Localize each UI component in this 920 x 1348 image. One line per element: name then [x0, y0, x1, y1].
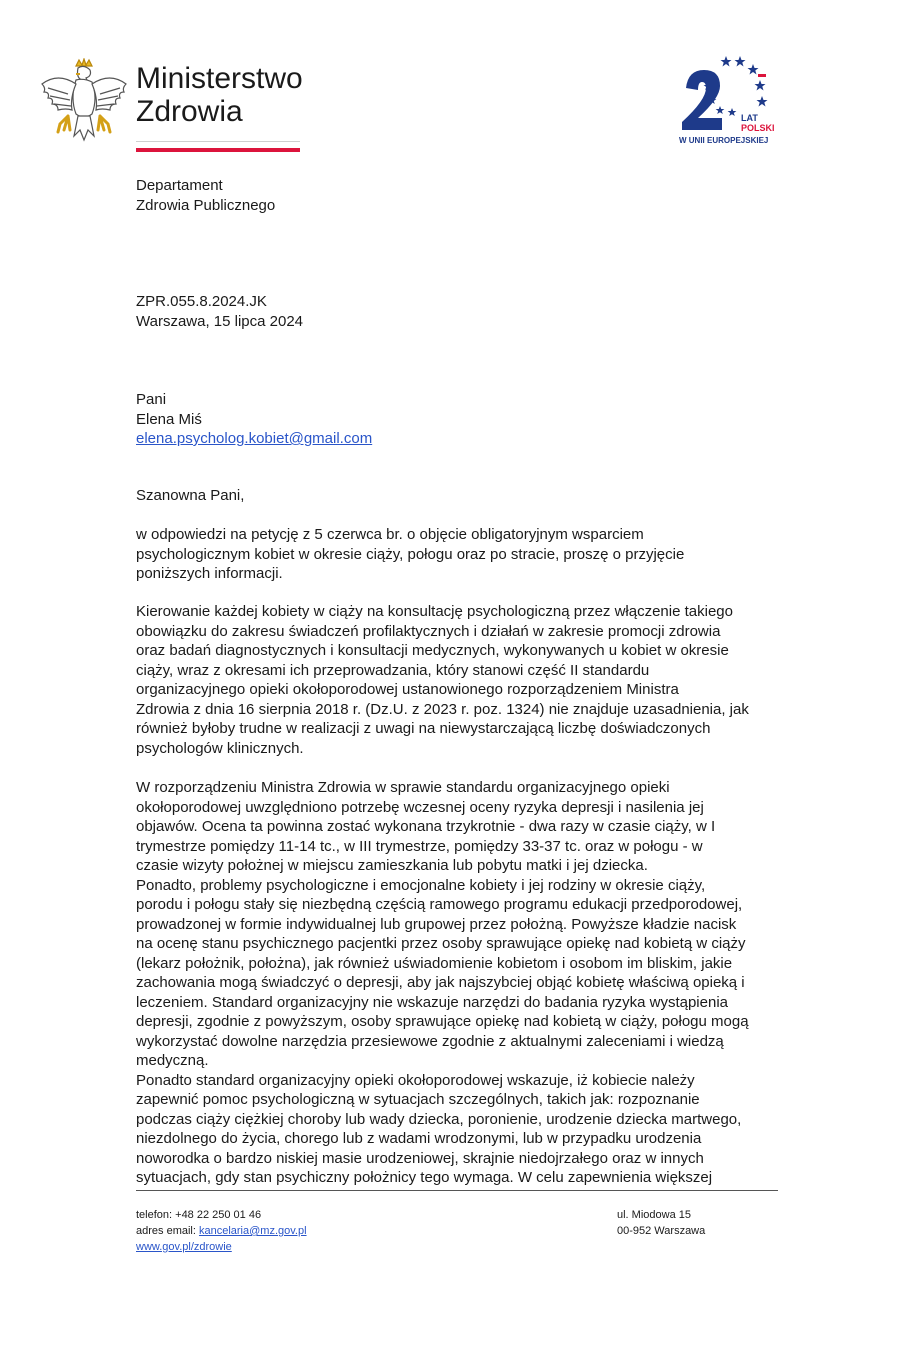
paragraph-line: okołoporodowej uwzględniono potrzebę wczesnej oceny ryzyka depresji i nasilenia jej [136, 798, 704, 816]
paragraph-2 [136, 602, 776, 758]
eu-star-icon [748, 64, 759, 75]
paragraph-line: na ocenę stanu psychicznego pacjentki przez osoby sprawujące opiekę nad kobietą w ciąży [136, 935, 746, 952]
paragraph-line: Ponadto standard organizacyjny opieki okołoporodowej wskazuje, iż kobiecie należy [136, 1071, 695, 1089]
paragraph-line: organizacyjnego opieki okołoporodowej ustanowionego rozporządzeniem Ministra [136, 681, 679, 698]
footer-website-link[interactable]: www.gov.pl/zdrowie [136, 1241, 232, 1253]
paragraph-line: obowiązku do zakresu świadczeń profilaktycznych i działań w zakresie promocji zdrowia [136, 622, 721, 640]
salutation: Szanowna Pani, [136, 487, 245, 504]
paragraph-line: zachowania mogą świadczyć o depresji, aby jak najszybciej objąć kobietę właściwą opieką i [136, 974, 745, 991]
paragraph-line: psychologicznym kobiet w okresie ciąży, połogu oraz po stracie, proszę o przyjęcie [136, 545, 685, 563]
polish-eagle-emblem [38, 58, 130, 154]
paragraph-line: w odpowiedzi na petycję z 5 czerwca br. o objęcie obligatoryjnym wsparciem [136, 526, 644, 543]
paragraph-line: sytuacjach, gdy stan psychiczny położnicy tego wymaga. W celu zapewnienia większej [136, 1169, 713, 1186]
paragraph-1 [136, 525, 776, 584]
eu-star-icon [755, 80, 766, 91]
footer-address [617, 1207, 705, 1239]
paragraph-line: trymestrze pomiędzy 11-14 tc., w III trymestrze, pomiędzy 33-37 tc. oraz w połogu - w [136, 837, 703, 855]
footer-phone: telefon: +48 22 250 01 46 [136, 1209, 262, 1221]
footer-email-link[interactable]: kancelaria@mz.gov.pl [198, 1225, 307, 1237]
paragraph-line: również byłoby trudne w realizacji z uwagi na niewystarczającą liczbę doświadczonych [136, 720, 711, 737]
department-block [136, 176, 275, 215]
place-date: Warszawa, 15 lipca 2024 [136, 312, 304, 330]
footer-contact [136, 1207, 307, 1255]
paragraph-line: niezdolnego do życia, chorego lub z wadami wrodzonymi, lub w przypadku urodzenia [136, 1130, 702, 1147]
eu-badge-polski: POLSKI [741, 123, 775, 133]
paragraph-line: Zdrowia z dnia 16 sierpnia 2018 r. (Dz.U. z 2023 r. poz. 1324) nie znajduje uzasadnienia, jak [136, 700, 749, 718]
paragraph-line: oraz badań diagnostycznych i konsultacji medycznych, wykonywanych u kobiet w okresie [136, 642, 729, 659]
paragraph-line: Kierowanie każdej kobiety w ciąży na konsultację psychologiczną przez włączenie takiego [136, 603, 733, 620]
eu-badge-unii: W UNII EUROPEJSKIEJ [679, 136, 769, 145]
eu-badge-lat: LAT [741, 113, 758, 123]
department-line2: Zdrowia Publicznego [136, 196, 276, 214]
paragraph-3 [136, 778, 776, 1188]
paragraph-line: (lekarz położnik, położna), jak również uświadomienie kobietom i osobom im bliskim, jakie [136, 954, 733, 972]
department-line1: Departament [136, 177, 223, 194]
paragraph-line: zapewnić pomoc psychologiczną w sytuacjach szczególnych, takich jak: rozpoznanie [136, 1091, 700, 1108]
ministry-name [136, 62, 303, 128]
paragraph-line: poniższych informacji. [136, 565, 283, 582]
paragraph-line: porodu i połogu stały się niezbędną częścią ramowego programu edukacji przedporodowej, [136, 896, 743, 913]
ministry-name-line2: Zdrowia [136, 95, 243, 128]
paragraph-line: medyczną. [136, 1052, 209, 1069]
eu-star-icon [757, 96, 768, 107]
paragraph-line: podczas ciąży ciężkiej choroby lub wady dziecka, poronienie, urodzenie dziecka martwego, [136, 1110, 742, 1128]
recipient-email-link[interactable]: elena.psycholog.kobiet@gmail.com [136, 430, 373, 447]
paragraph-line: ciąży, wraz z okresami ich przeprowadzania, który stanowi część II standardu [136, 661, 650, 679]
header-divider [136, 141, 300, 142]
eu-star-icon [721, 56, 732, 67]
paragraph-line: Ponadto, problemy psychologiczne i emocjonalne kobiety i jej rodziny w okresie ciąży, [136, 876, 706, 894]
eu-star-icon [735, 56, 746, 67]
paragraph-line: wykorzystać dowolne narzędzia przesiewowe zgodnie z aktualnymi zaleceniami i wiedzą [136, 1032, 724, 1050]
footer-city: 00-952 Warszawa [617, 1225, 706, 1237]
recipient-block [136, 390, 372, 449]
paragraph-line: prowadzonej w formie indywidualnej lub grupowej przez położną. Powyższe kładzie nacisk [136, 915, 737, 933]
recipient-title: Pani [136, 391, 167, 408]
footer-email-row [136, 1223, 307, 1239]
eu-star-icon [728, 108, 737, 116]
eu-star-icon [716, 106, 725, 114]
paragraph-line: objawów. Ocena ta powinna zostać wykonana trzykrotnie - dwa razy w czasie ciąży, w I [136, 818, 716, 835]
footer-street: ul. Miodowa 15 [617, 1209, 691, 1221]
paragraph-line: psychologów klinicznych. [136, 739, 304, 757]
paragraph-line: leczeniem. Standard organizacyjny nie wskazuje narzędzi do badania ryzyka wystąpienia [136, 993, 728, 1011]
paragraph-line: noworodka o bardzo niskiej masie urodzeniowej, skrajnie niedojrzałego oraz w innych [136, 1149, 704, 1167]
paragraph-line: depresji, zgodnie z powyższym, osoby sprawujące opiekę nad kobietą w ciąży, połogu mogą [136, 1013, 749, 1030]
footer-divider [136, 1190, 778, 1191]
reference-block [136, 292, 303, 331]
header-red-bar [136, 148, 300, 152]
recipient-name: Elena Miś [136, 410, 202, 428]
paragraph-line: czasie wizyty położnej w miejscu zamieszkania lub pobytu matki i jej dziecka. [136, 857, 648, 874]
reference-sign: ZPR.055.8.2024.JK [136, 293, 267, 310]
paragraph-line: W rozporządzeniu Ministra Zdrowia w sprawie standardu organizacyjnego opieki [136, 779, 670, 796]
footer-email-label: adres email: [136, 1225, 199, 1237]
ministry-name-line1: Ministerstwo [136, 62, 303, 95]
